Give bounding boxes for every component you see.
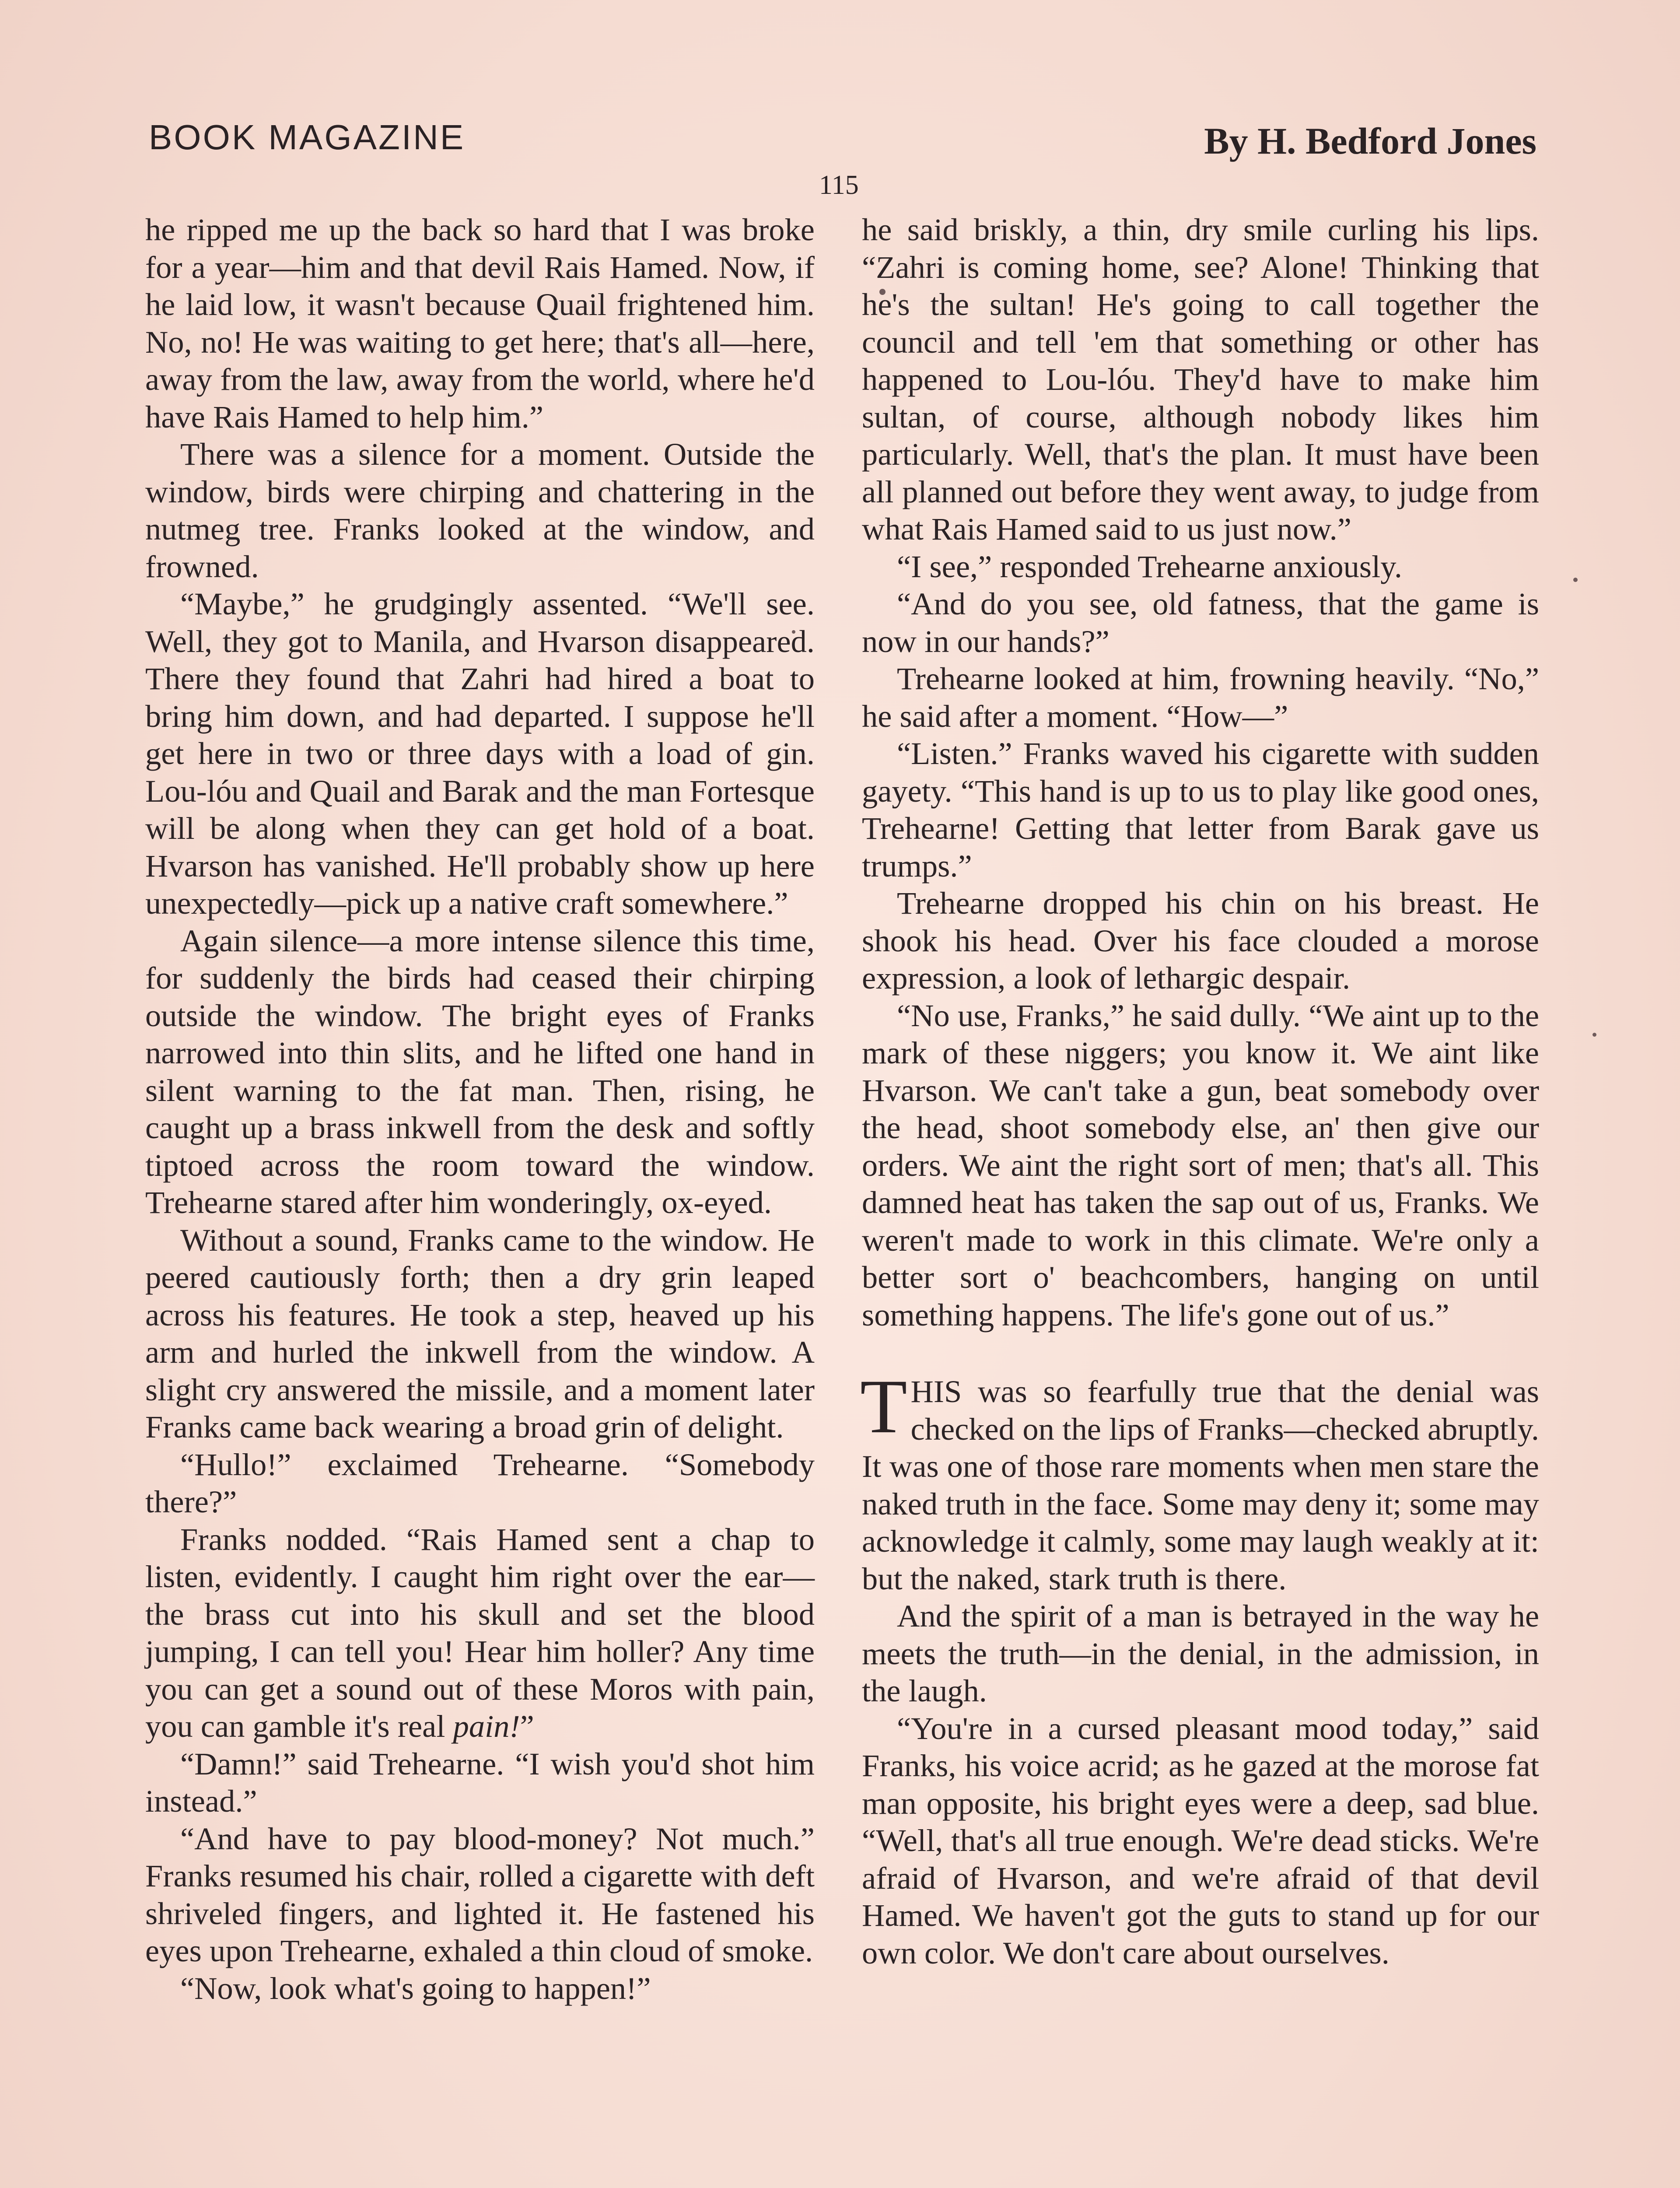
paragraph: There was a silence for a moment. Outside the window, birds were chirping and chattering in the nutmeg tree. Franks looked at the window, and frowned. <box>145 436 815 584</box>
closing-quote: ” <box>520 1708 534 1744</box>
paper-speck <box>1573 578 1578 582</box>
section-opening-paragraph <box>860 1364 1539 1597</box>
paragraph: Without a sound, Franks came to the window. He peered cautiously forth; then a dry grin leaped across his features. He took a step, heaved up his arm and hurled the inkwell from the window. A slight cry answered the missile, and a moment later Franks came back wearing a broad grin of delight. <box>145 1222 815 1445</box>
author-byline: By H. Bedford Jones <box>1204 120 1536 162</box>
paragraph: “You're in a cursed pleasant mood today,” said Franks, his voice acrid; as he gazed at the morose fat man opposite, his bright eyes were a deep, sad blue. “Well, that's all true enough. We're dead sticks. We're afraid of Hvarson, and we're afraid of that devil Hamed. We haven't got the guts to stand up for our own color. We don't care about ourselves. <box>862 1710 1539 1971</box>
italic-emphasis: pain! <box>453 1708 520 1744</box>
paragraph <box>145 1521 815 1745</box>
paragraph-text: HIS was so fearfully true that the denial was checked on the lips of Franks—checked abruptly. It was one of those rare moments when men stare the naked truth in the face. Some may deny it; some may acknowledge it calmly, some may laugh weakly at it: but the naked, stark truth is there. <box>862 1374 1539 1596</box>
paragraph: “Hullo!” exclaimed Trehearne. “Somebody there?” <box>145 1446 815 1519</box>
paragraph: “Maybe,” he grudgingly assented. “We'll see. Well, they got to Manila, and Hvarson disappeared. There they found that Zahri had hired a boat to bring him down, and had departed. I suppose he'll get here in two or three days with a load of gin. Lou-lóu and Quail and Barak and the man Fortesque will be along when they can get hold of a boat. Hvarson has vanished. He'll probably show up here unexpectedly—pick up a native craft somewhere.” <box>145 586 815 921</box>
paragraph: “And do you see, old fatness, that the game is now in our hands?” <box>862 586 1539 659</box>
paragraph: “Damn!” said Trehearne. “I wish you'd shot him instead.” <box>145 1746 815 1819</box>
paragraph: Trehearne dropped his chin on his breast. He shook his head. Over his face clouded a morose expression, a look of lethargic despair. <box>862 885 1539 996</box>
paragraph-text: Franks nodded. “Rais Hamed sent a chap to listen, evidently. I caught him right over the ear—the brass cut into his skull and set the blood jumping, I can tell you! Hear him holler? Any time you can get a sound out of these Moros with pain, you can gamble it's real <box>145 1521 815 1744</box>
magazine-title: BOOK MAGAZINE <box>149 118 466 157</box>
paragraph: Trehearne looked at him, frowning heavily. “No,” he said after a moment. “How—” <box>862 661 1539 734</box>
paragraph: “And have to pay blood-money? Not much.” Franks resumed his chair, rolled a cigarette with deft shriveled fingers, and lighted it. He fastened his eyes upon Trehearne, exhaled a thin cloud of smoke. <box>145 1820 815 1968</box>
right-text-column <box>862 211 1539 1971</box>
paragraph: “Listen.” Franks waved his cigarette with sudden gayety. “This hand is up to us to play like good ones, Trehearne! Getting that letter from Barak gave us trumps.” <box>862 736 1539 884</box>
drop-cap: T <box>860 1364 907 1449</box>
left-text-column <box>145 211 815 2007</box>
paragraph: “No use, Franks,” he said dully. “We aint up to the mark of these niggers; you know it. We aint like Hvarson. We can't take a gun, beat somebody over the head, shoot somebody else, an' then give our orders. We aint the right sort of men; that's all. This damned heat has taken the sap out of us, Franks. We weren't made to work in this climate. We're only a better sort o' beachcombers, hanging on until something happens. The life's gone out of us.” <box>862 997 1539 1332</box>
paragraph: he ripped me up the back so hard that I was broke for a year—him and that devil Rais Hamed. Now, if he laid low, it wasn't because Quail frightened him. No, no! He was waiting to get here; that's all—here, away from the law, away from the world, where he'd have Rais Hamed to help him.” <box>145 212 815 435</box>
page-number: 115 <box>819 170 859 200</box>
paragraph: “I see,” responded Trehearne anxiously. <box>897 548 1402 584</box>
paragraph: And the spirit of a man is betrayed in the way he meets the truth—in the denial, in the admission, in the laugh. <box>862 1598 1539 1708</box>
paragraph: he said briskly, a thin, dry smile curling his lips. “Zahri is coming home, see? Alone! Thinking that he's the sultan! He's going to call together the council and tell 'em that something or other has happened to Lou-lóu. They'd have to make him sultan, of course, although nobody likes him particularly. Well, that's the plan. It must have been all planned out before they went away, to judge from what Rais Hamed said to us just now.” <box>862 212 1539 547</box>
paragraph: “Now, look what's going to happen!” <box>180 1970 651 2006</box>
paper-speck <box>1592 1033 1596 1037</box>
paragraph: Again silence—a more intense silence this time, for suddenly the birds had ceased their chirping outside the window. The bright eyes of Franks narrowed into thin slits, and he lifted one hand in silent warning to the fat man. Then, rising, he caught up a brass inkwell from the desk and softly tiptoed across the room toward the window. Trehearne stared after him wonderingly, ox-eyed. <box>145 922 815 1220</box>
